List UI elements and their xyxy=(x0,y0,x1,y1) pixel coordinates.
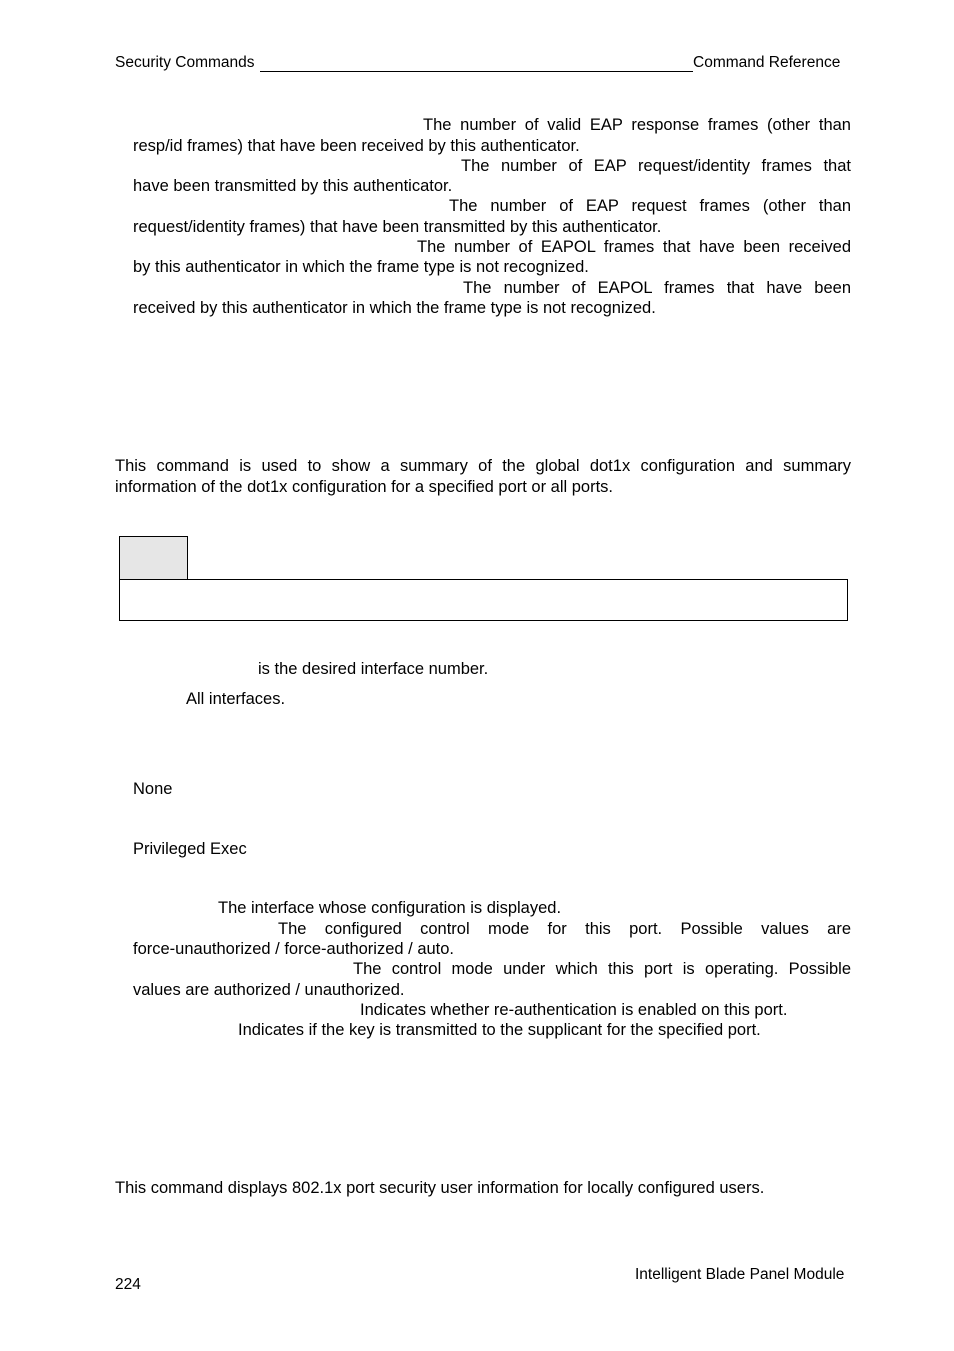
page-number: 224 xyxy=(115,1276,141,1293)
footer-product: Intelligent Blade Panel Module xyxy=(635,1266,845,1283)
stat-def-line: resp/id frames) that have been received by this authenticator. xyxy=(133,137,580,155)
summary-intro-line: information of the dot1x configuration for a specified port or all ports. xyxy=(115,478,614,496)
field-text: The configured control mode for this port. Possible values are xyxy=(278,920,851,938)
param-interface-desc: is the desired interface number. xyxy=(258,660,489,678)
header-section-title: Security Commands xyxy=(115,54,255,71)
field-interface-desc: The interface whose configuration is displayed. xyxy=(218,899,562,917)
stat-def-line: request/identity frames) that have been transmitted by this authenticator. xyxy=(133,218,662,236)
default-value: None xyxy=(133,780,173,798)
stat-def-text: The number of EAP request frames (other than xyxy=(449,197,851,215)
header-document-title: Command Reference xyxy=(693,54,841,71)
stat-def-text: The number of EAP request/identity frames that xyxy=(461,157,851,175)
stat-def-line: received by this authenticator in which the frame type is not recognized. xyxy=(133,299,656,317)
command-mode: Privileged Exec xyxy=(133,840,247,858)
stat-def-line: by this authenticator in which the frame type is not recognized. xyxy=(133,258,589,276)
stat-def-text: The number of valid EAP response frames (other than xyxy=(423,116,851,134)
field-control-mode-desc: force-unauthorized / force-authorized / auto. xyxy=(133,940,455,958)
syntax-box xyxy=(119,579,848,621)
stat-def-text: The number of EAPOL frames that have been xyxy=(463,279,851,297)
field-operating-desc: values are authorized / unauthorized. xyxy=(133,981,405,999)
field-reauth-desc: Indicates whether re-authentication is enabled on this port. xyxy=(360,1001,788,1019)
param-all-desc: All interfaces. xyxy=(186,690,286,708)
users-intro: This command displays 802.1x port security user information for locally configured users. xyxy=(115,1179,765,1197)
field-key-tx-desc: Indicates if the key is transmitted to the supplicant for the specified port. xyxy=(238,1021,761,1039)
header-rule xyxy=(260,71,693,72)
field-text: The control mode under which this port is operating. Possible xyxy=(353,960,851,978)
stat-def-text: The number of EAPOL frames that have been received xyxy=(417,238,851,256)
stat-def-line: have been transmitted by this authenticator. xyxy=(133,177,453,195)
syntax-label-cell xyxy=(119,536,188,579)
summary-intro-line: This command is used to show a summary of the global dot1x configuration and summary xyxy=(115,457,851,475)
